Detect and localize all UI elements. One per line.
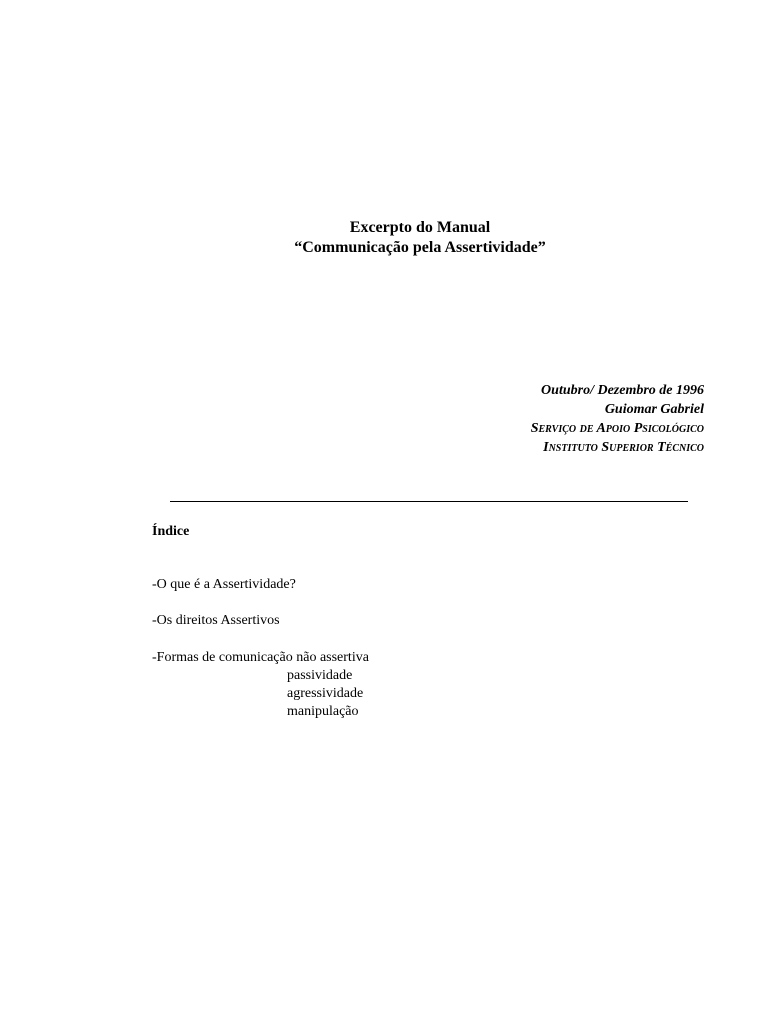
horizontal-divider — [170, 501, 688, 502]
document-date: Outubro/ Dezembro de 1996 — [541, 383, 704, 398]
institution-name: Instituto Superior Técnico — [543, 440, 704, 455]
index-item-assertividade: -O que é a Assertividade? — [152, 577, 296, 592]
document-title — [0, 218, 768, 258]
document-author: Guiomar Gabriel — [604, 402, 704, 417]
index-item-direitos: -Os direitos Assertivos — [152, 613, 280, 628]
index-item-formas — [152, 649, 369, 721]
index-subitem-passividade: passividade — [287, 668, 353, 683]
department-name: Serviço de Apoio Psicológico — [530, 421, 704, 436]
title-line-2: “Communicação pela Assertividade” — [294, 239, 546, 256]
index-item-formas-label: -Formas de comunicação não assertiva — [152, 650, 369, 665]
title-line-1: Excerpto do Manual — [349, 219, 491, 236]
index-heading: Índice — [152, 524, 190, 539]
index-subitem-agressividade: agressividade — [287, 686, 364, 701]
index-subitem-manipulacao: manipulação — [287, 704, 359, 719]
author-block — [531, 381, 704, 457]
